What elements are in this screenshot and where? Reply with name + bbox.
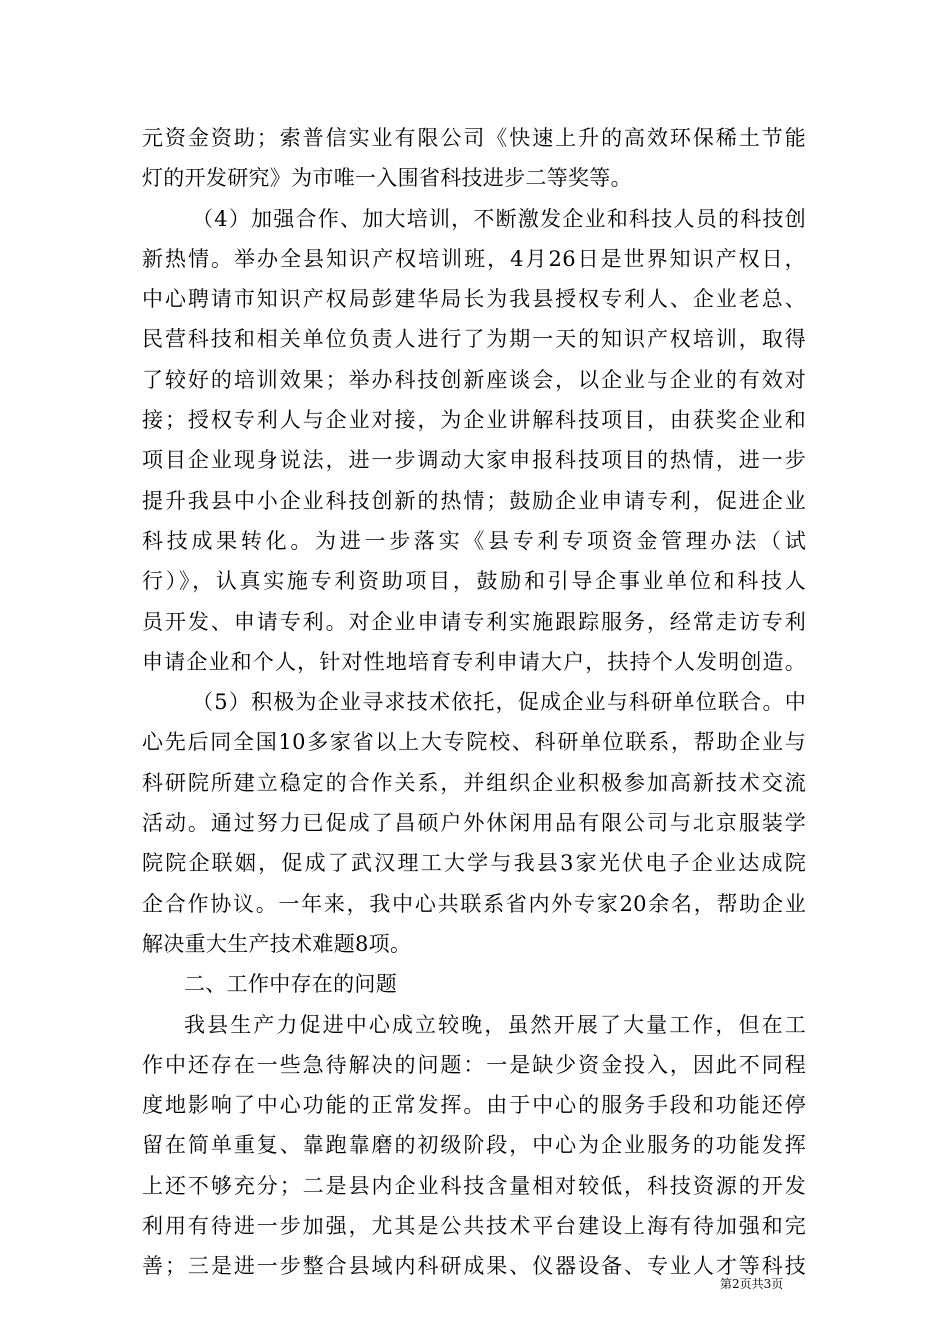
text-line: 度地影响了中心功能的正常发挥。由于中心的服务手段和功能还停 xyxy=(142,1093,806,1118)
text-line: 项目企业现身说法，进一步调动大家申报科技项目的热情，进一步 xyxy=(142,448,806,473)
text-line: 利用有待进一步加强，尤其是公共技术平台建设上海有待加强和完 xyxy=(142,1214,806,1239)
text-line: 科技成果转化。为进一步落实《县专利专项资金管理办法（试 xyxy=(142,528,806,553)
text-line: 院院企联姻，促成了武汉理工大学与我县3家光伏电子企业达成院 xyxy=(142,851,806,876)
text-line: 申请企业和个人，针对性地培育专利申请大户，扶持个人发明创造。 xyxy=(142,649,806,674)
text-line: 留在简单重复、靠跑靠磨的初级阶段，中心为企业服务的功能发挥 xyxy=(142,1133,806,1158)
text-line: 接；授权专利人与企业对接，为企业讲解科技项目，由获奖企业和 xyxy=(142,408,806,433)
text-line: 企合作协议。一年来，我中心共联系省内外专家20余名，帮助企业 xyxy=(142,891,806,916)
text-line: 提升我县中小企业科技创新的热情；鼓励企业申请专利，促进企业 xyxy=(142,488,806,513)
text-line: 民营科技和相关单位负责人进行了为期一天的知识产权培训，取得 xyxy=(142,327,806,352)
text-line: 中心聘请市知识产权局彭建华局长为我县授权专利人、企业老总、 xyxy=(142,287,806,312)
text-line: （4）加强合作、加大培训，不断激发企业和科技人员的科技创 xyxy=(192,206,806,231)
text-line: 了较好的培训效果；举办科技创新座谈会，以企业与企业的有效对 xyxy=(142,367,806,392)
text-line: 活动。通过努力已促成了昌硕户外休闲用品有限公司与北京服装学 xyxy=(142,811,806,836)
text-line: 二、工作中存在的问题 xyxy=(184,972,397,997)
text-line: 新热情。举办全县知识产权培训班，4月26日是世界知识产权日， xyxy=(142,246,806,271)
text-line: 上还不够充分；二是县内企业科技含量相对较低，科技资源的开发 xyxy=(142,1173,806,1198)
text-line: 心先后同全国10多家省以上大专院校、科研单位联系，帮助企业与 xyxy=(142,730,806,755)
text-line: 善；三是进一步整合县域内科研成果、仪器设备、专业人才等科技 xyxy=(142,1254,806,1279)
text-line: 灯的开发研究》为市唯一入围省科技进步二等奖等。 xyxy=(142,166,632,191)
text-line: 作中还存在一些急待解决的问题：一是缺少资金投入，因此不同程 xyxy=(142,1052,806,1077)
text-line: 行）》，认真实施专利资助项目，鼓励和引导企事业单位和科技人 xyxy=(142,569,806,594)
text-line: 员开发、申请专利。对企业申请专利实施跟踪服务，经常走访专利 xyxy=(142,609,806,634)
text-line: 我县生产力促进中心成立较晚，虽然开展了大量工作，但在工 xyxy=(184,1012,806,1037)
document-body xyxy=(142,118,806,1287)
text-line: 科研院所建立稳定的合作关系，并组织企业积极参加高新技术交流 xyxy=(142,770,806,795)
page-number-label: 第2页共3页 xyxy=(720,1277,784,1291)
text-line: （5）积极为企业寻求技术依托，促成企业与科研单位联合。中 xyxy=(192,690,806,715)
text-line: 元资金资助；索普信实业有限公司《快速上升的高效环保稀土节能 xyxy=(142,126,806,150)
text-line: 解决重大生产技术难题8项。 xyxy=(142,931,412,956)
page-number xyxy=(720,1276,783,1292)
